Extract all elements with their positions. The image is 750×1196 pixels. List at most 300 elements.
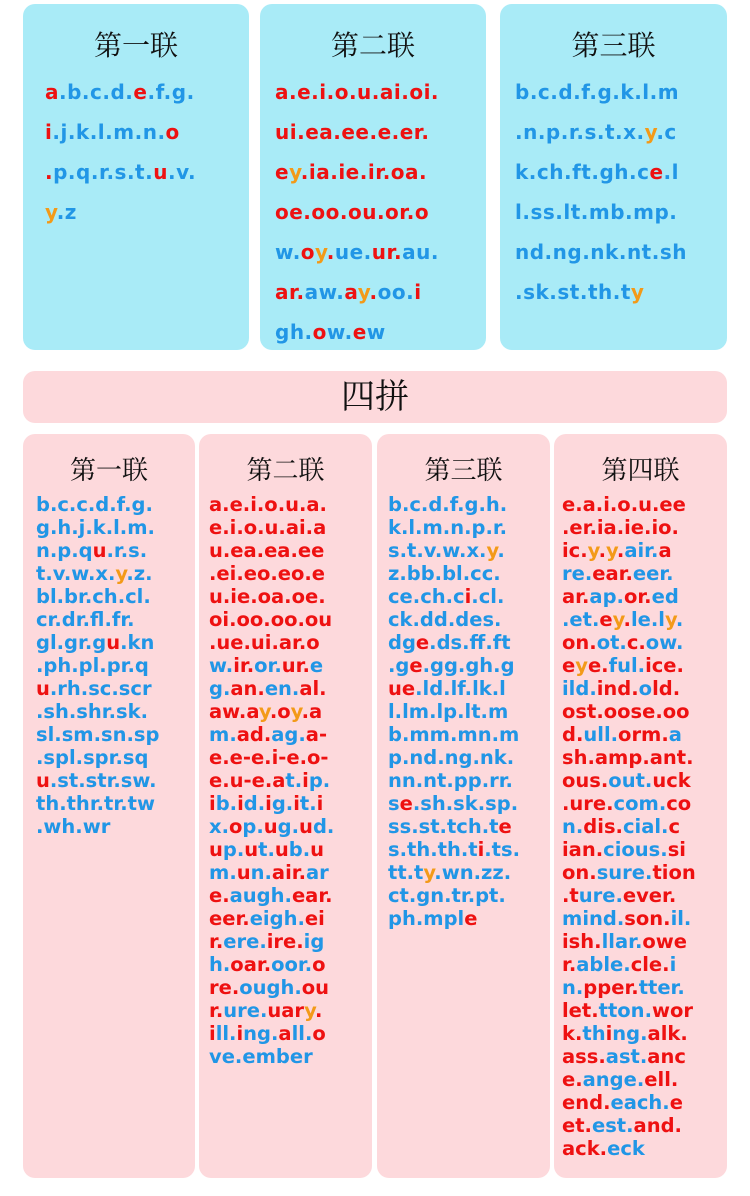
- phonics-segment: e: [409, 654, 423, 677]
- phonics-segment: ough.: [239, 976, 302, 999]
- phonics-segment: u: [244, 838, 259, 861]
- phonics-segment: e: [275, 160, 290, 184]
- phonics-segment: .j.k.l.m.n.: [52, 120, 166, 144]
- phonics-line: [36, 608, 195, 631]
- phonics-segment: b.mm.mn.m: [388, 723, 520, 746]
- phonics-segment: .ld.lf.lk.l: [415, 677, 506, 700]
- phonics-line: [36, 700, 195, 723]
- phonics-line: [209, 953, 372, 976]
- phonics-line: [209, 608, 372, 631]
- phonics-line: [209, 907, 372, 930]
- phonics-segment: au.: [402, 240, 439, 264]
- phonics-line: [562, 792, 727, 815]
- phonics-segment: mind.: [562, 907, 625, 930]
- phonics-line: [515, 152, 727, 192]
- phonics-line: [515, 72, 727, 112]
- panel-title: 第二联: [246, 456, 325, 486]
- phonics-segment: ire.: [266, 930, 304, 953]
- phonics-segment: z.bb.bl.cc.: [388, 562, 501, 585]
- phonics-segment: c.: [626, 631, 646, 654]
- phonics-segment: b.c.c.d.f.g.: [36, 493, 153, 516]
- phonics-segment: b.: [215, 792, 238, 815]
- phonics-segment: ast.: [605, 1045, 648, 1068]
- phonics-line: [562, 1091, 727, 1114]
- phonics-segment: e: [309, 654, 324, 677]
- phonics-segment: e.a.i.o.u.ee: [562, 493, 686, 516]
- phonics-segment: .r.s.: [106, 539, 148, 562]
- phonics-segment: a: [668, 723, 682, 746]
- phonics-segment: .: [675, 608, 684, 631]
- phonics-segment: y: [115, 562, 127, 585]
- phonics-segment: n.p.q: [36, 539, 93, 562]
- phonics-line: [209, 999, 372, 1022]
- phonics-segment: .st.str.sw.: [49, 769, 157, 792]
- phonics-segment: e.: [587, 654, 609, 677]
- phonics-segment: u: [299, 815, 313, 838]
- phonics-lines: [377, 493, 550, 930]
- phonics-segment: .o: [269, 700, 291, 723]
- phonics-segment: i: [605, 1022, 613, 1045]
- phonics-segment: u.ea.ea.ee: [209, 539, 325, 562]
- phonics-segment: le.l: [630, 608, 665, 631]
- phonics-line: [562, 884, 727, 907]
- phonics-segment: ir.: [233, 654, 255, 677]
- phonics-segment: .l: [663, 160, 679, 184]
- phonics-segment: tton.: [598, 999, 652, 1022]
- phonics-segment: ful.: [608, 654, 646, 677]
- phonics-line: [36, 815, 195, 838]
- phonics-segment: .f.g.: [147, 80, 195, 104]
- phonics-segment: eer.: [209, 907, 250, 930]
- phonics-line: [36, 585, 195, 608]
- phonics-segment: i: [477, 838, 485, 861]
- phonics-segment: re.: [562, 562, 593, 585]
- phonics-line: [388, 700, 550, 723]
- phonics-line: [36, 792, 195, 815]
- phonics-line: [562, 1137, 727, 1160]
- phonics-segment: e.e-e.i-e.o-: [209, 746, 329, 769]
- phonics-segment: p.q.r.s.t.: [53, 160, 154, 184]
- phonics-line: [562, 700, 727, 723]
- phonics-segment: alk.: [647, 1022, 688, 1045]
- phonics-segment: a: [278, 1022, 292, 1045]
- phonics-segment: .ue.ui.ar.o: [209, 631, 320, 654]
- phonics-segment: .b.c.d.: [59, 80, 134, 104]
- phonics-line: [562, 516, 727, 539]
- phonics-segment: y: [606, 539, 617, 562]
- phonics-segment: o: [300, 240, 316, 264]
- phonics-line: [562, 723, 727, 746]
- phonics-line: [388, 539, 550, 562]
- phonics-segment: .: [326, 240, 335, 264]
- phonics-segment: u.ie.oa.oe.: [209, 585, 326, 608]
- phonics-line: [515, 272, 727, 312]
- phonics-segment: o: [229, 815, 243, 838]
- phonics-segment: s: [388, 792, 400, 815]
- phonics-line: [562, 1045, 727, 1068]
- phonics-segment: y: [587, 539, 599, 562]
- phonics-segment: y: [357, 280, 370, 304]
- phonics-segment: ve.ember: [209, 1045, 313, 1068]
- phonics-segment: .spl.spr.sq: [36, 746, 149, 769]
- phonics-segment: e: [464, 907, 478, 930]
- four-part-banner: 四拼: [23, 371, 727, 423]
- phonics-line: [275, 272, 486, 312]
- phonics-segment: ag.: [271, 723, 306, 746]
- phonics-segment: orm.: [618, 723, 669, 746]
- phonics-segment: ell.: [644, 1068, 679, 1091]
- phonics-segment: t.v.w.x.: [36, 562, 116, 585]
- phonics-segment: ld.: [652, 677, 681, 700]
- phonics-segment: cial.: [622, 815, 669, 838]
- phonics-segment: i: [414, 280, 422, 304]
- phonics-segment: tion: [652, 861, 696, 884]
- phonics-line: [562, 999, 727, 1022]
- phonics-line: [36, 631, 195, 654]
- phonics-segment: y: [664, 608, 676, 631]
- phonics-line: [36, 493, 195, 516]
- phonics-segment: gl.gr.g: [36, 631, 107, 654]
- phonics-lines: [500, 72, 727, 312]
- phonics-line: [562, 1068, 727, 1091]
- phonics-line: [562, 930, 727, 953]
- phonics-segment: b.c.d.f.g.k.l.m: [515, 80, 680, 104]
- phonics-segment: u: [274, 838, 289, 861]
- phonics-line: [209, 792, 372, 815]
- phonics-segment: g.: [209, 677, 231, 700]
- phonics-line: [388, 861, 550, 884]
- phonics-segment: a-: [305, 723, 328, 746]
- phonics-segment: com.: [613, 792, 667, 815]
- phonics-segment: air.: [271, 861, 307, 884]
- phonics-segment: ind.: [596, 677, 639, 700]
- phonics-segment: ll.: [215, 1022, 237, 1045]
- phonics-segment: o: [312, 953, 326, 976]
- phonics-segment: p.: [308, 769, 331, 792]
- phonics-segment: ild.: [562, 677, 597, 700]
- phonics-segment: .: [623, 608, 631, 631]
- phonics-segment: son.: [624, 907, 671, 930]
- phonics-segment: .sk.st.th.t: [515, 280, 631, 304]
- phonics-segment: g.: [271, 792, 294, 815]
- phonics-segment: h.: [209, 953, 231, 976]
- phonics-line: [36, 769, 195, 792]
- phonics-line: [388, 746, 550, 769]
- phonics-segment: .: [497, 539, 505, 562]
- panel-title: 第三联: [571, 29, 656, 62]
- phonics-line: [562, 953, 727, 976]
- phonics-segment: s.th.th.t: [388, 838, 478, 861]
- phonics-segment: eer.: [632, 562, 674, 585]
- phonics-line: [388, 631, 550, 654]
- phonics-segment: d.: [243, 792, 266, 815]
- phonics-line: [515, 112, 727, 152]
- phonics-segment: y: [289, 160, 301, 184]
- phonics-segment: .: [369, 280, 378, 304]
- phonics-segment: ck.dd.des.: [388, 608, 502, 631]
- phonics-segment: sl.sm.sn.sp: [36, 723, 160, 746]
- phonics-line: [209, 631, 372, 654]
- phonics-segment: and.: [633, 1114, 682, 1137]
- phonics-line: [275, 152, 486, 192]
- phonics-segment: y: [575, 654, 588, 677]
- phonics-segment: .et.: [562, 608, 600, 631]
- phonics-line: [275, 192, 486, 232]
- phonics-segment: augh.: [229, 884, 292, 907]
- phonics-segment: e: [669, 1091, 683, 1114]
- phonics-segment: .: [45, 160, 54, 184]
- phonics-segment: ue: [388, 677, 416, 700]
- phonics-segment: b.c.d.f.g.h.: [388, 493, 508, 516]
- phonics-segment: ap.: [589, 585, 624, 608]
- phonics-segment: air.: [624, 539, 659, 562]
- phonics-line: [36, 562, 195, 585]
- phonics-lines: [260, 72, 486, 352]
- phonics-line: [209, 562, 372, 585]
- phonics-segment: ish.: [562, 930, 602, 953]
- phonics-segment: re.: [209, 976, 240, 999]
- phonics-line: [388, 884, 550, 907]
- phonics-segment: a.e.i.o.u.ai.oi.: [275, 80, 440, 104]
- phonics-segment: e: [352, 320, 367, 344]
- phonics-line: [36, 723, 195, 746]
- phonics-segment: ever.: [622, 884, 677, 907]
- phonics-line: [388, 907, 550, 930]
- phonics-segment: e: [498, 815, 512, 838]
- phonics-segment: oar.: [230, 953, 272, 976]
- phonics-line: [36, 654, 195, 677]
- phonics-segment: .z.: [126, 562, 153, 585]
- phonics-segment: i: [237, 792, 244, 815]
- phonics-segment: a: [658, 539, 672, 562]
- phonics-segment: k.ch.ft.gh.c: [515, 160, 650, 184]
- phonics-segment: ost.oose.oo: [562, 700, 690, 723]
- phonics-line: [209, 769, 372, 792]
- phonics-segment: ow.: [645, 631, 684, 654]
- phonics-segment: u: [263, 815, 278, 838]
- phonics-segment: aw.: [304, 280, 345, 304]
- phonics-segment: e.i.o.u.ai.a: [209, 516, 327, 539]
- phonics-segment: eck: [607, 1137, 645, 1160]
- phonics-line: [388, 516, 550, 539]
- phonics-segment: on.: [562, 861, 597, 884]
- phonics-segment: b.: [288, 838, 311, 861]
- phonics-segment: ct.gn.tr.pt.: [388, 884, 506, 907]
- phonics-segment: or.: [254, 654, 282, 677]
- phonics-line: [562, 677, 727, 700]
- phonics-line: [562, 838, 727, 861]
- phonics-segment: ng.: [612, 1022, 648, 1045]
- phonics-segment: w: [366, 320, 386, 344]
- phonics-line: [209, 930, 372, 953]
- phonics-segment: ed: [651, 585, 679, 608]
- phonics-segment: .t: [562, 884, 579, 907]
- phonics-segment: able.: [576, 953, 631, 976]
- phonics-line: [209, 1045, 372, 1068]
- phonics-segment: e.: [209, 884, 230, 907]
- phonics-line: [388, 493, 550, 516]
- phonics-line: [209, 654, 372, 677]
- phonics-line: [209, 493, 372, 516]
- phonics-line: [388, 769, 550, 792]
- phonics-segment: g.h.j.k.l.m.: [36, 516, 155, 539]
- phonics-segment: si: [667, 838, 686, 861]
- phonics-segment: e: [133, 80, 148, 104]
- phonics-line: [562, 631, 727, 654]
- phonics-segment: e: [562, 654, 576, 677]
- phonics-segment: ot.: [596, 631, 627, 654]
- panel-title: 第二联: [330, 29, 415, 62]
- panel-title: 第四联: [601, 456, 680, 486]
- phonics-segment: pper.: [583, 976, 639, 999]
- phonics-segment: u: [209, 838, 223, 861]
- phonics-segment: i: [45, 120, 53, 144]
- phonics-segment: uck: [652, 769, 691, 792]
- phonics-segment: .g: [388, 654, 410, 677]
- phonics-segment: ss.st.tch.t: [388, 815, 499, 838]
- phonics-line: [562, 608, 727, 631]
- phonics-line: [36, 516, 195, 539]
- phonics-segment: x.: [209, 815, 229, 838]
- phonics-segment: dis.: [583, 815, 623, 838]
- phonics-segment: u: [310, 838, 325, 861]
- phonics-segment: o: [638, 677, 653, 700]
- phonics-segment: u: [236, 861, 251, 884]
- phonics-segment: t.: [258, 838, 275, 861]
- phonics-segment: ar.: [562, 585, 590, 608]
- phonics-segment: y: [290, 700, 302, 723]
- phonics-line: [388, 562, 550, 585]
- phonics-segment: ure.: [223, 999, 268, 1022]
- phonics-segment: ear.: [592, 562, 633, 585]
- phonics-segment: sh.amp.ant.: [562, 746, 694, 769]
- phonics-segment: est.: [591, 1114, 634, 1137]
- phonics-segment: ice.: [645, 654, 684, 677]
- phonics-line: [388, 792, 550, 815]
- phonics-line: [275, 72, 486, 112]
- phonics-line: [209, 815, 372, 838]
- phonics-segment: g.: [277, 815, 300, 838]
- phonics-segment: ad.: [236, 723, 272, 746]
- phonics-segment: .ds.ff.ft: [429, 631, 511, 654]
- bottom-panel-2: [199, 434, 372, 1178]
- phonics-line: [562, 907, 727, 930]
- phonics-line: [562, 585, 727, 608]
- phonics-segment: ure.: [578, 884, 623, 907]
- phonics-segment: .cl.: [471, 585, 505, 608]
- bottom-panel-4: [554, 434, 727, 1178]
- phonics-segment: o: [312, 320, 327, 344]
- phonics-segment: l.ss.lt.mb.mp.: [515, 200, 678, 224]
- phonics-line: [388, 608, 550, 631]
- phonics-segment: ian.: [562, 838, 604, 861]
- phonics-line: [562, 539, 727, 562]
- phonics-segment: on.: [562, 631, 597, 654]
- phonics-line: [275, 232, 486, 272]
- phonics-line: [388, 838, 550, 861]
- phonics-segment: i: [293, 792, 300, 815]
- phonics-segment: y: [304, 999, 315, 1022]
- phonics-segment: oe.oo.ou.or.o: [275, 200, 430, 224]
- phonics-line: [562, 1114, 727, 1137]
- phonics-segment: eigh.: [249, 907, 305, 930]
- phonics-segment: .sh.shr.sk.: [36, 700, 149, 723]
- phonics-segment: y: [630, 280, 645, 304]
- phonics-segment: e: [599, 608, 613, 631]
- phonics-line: [45, 112, 249, 152]
- phonics-segment: r.: [209, 999, 224, 1022]
- phonics-line: [275, 112, 486, 152]
- phonics-line: [209, 1022, 372, 1045]
- phonics-segment: n.: [250, 861, 272, 884]
- phonics-segment: owe: [642, 930, 688, 953]
- phonics-segment: .z: [56, 200, 77, 224]
- phonics-segment: d.: [312, 815, 335, 838]
- phonics-segment: .sh.sk.sp.: [412, 792, 519, 815]
- phonics-line: [562, 815, 727, 838]
- phonics-segment: out.: [608, 769, 653, 792]
- phonics-line: [209, 746, 372, 769]
- phonics-line: [36, 677, 195, 700]
- phonics-segment: u: [36, 677, 50, 700]
- phonics-line: [562, 562, 727, 585]
- phonics-segment: p.nd.ng.nk.: [388, 746, 515, 769]
- phonics-line: [388, 677, 550, 700]
- phonics-segment: .kn: [120, 631, 155, 654]
- phonics-line: [275, 312, 486, 352]
- phonics-line: [209, 884, 372, 907]
- phonics-segment: al.: [299, 677, 327, 700]
- phonics-segment: .er.ia.ie.io.: [562, 516, 679, 539]
- phonics-segment: ange.: [582, 1068, 645, 1091]
- phonics-segment: .ure.: [562, 792, 614, 815]
- bottom-panel-1: [23, 434, 195, 1178]
- phonics-segment: e: [649, 160, 664, 184]
- phonics-segment: oor.: [271, 953, 313, 976]
- phonics-segment: or.: [623, 585, 652, 608]
- phonics-segment: aw.a: [209, 700, 259, 723]
- phonics-line: [45, 72, 249, 112]
- phonics-segment: o: [165, 120, 180, 144]
- phonics-line: [209, 723, 372, 746]
- phonics-segment: .rh.sc.scr: [49, 677, 152, 700]
- phonics-segment: th: [582, 1022, 606, 1045]
- phonics-segment: t.: [299, 792, 317, 815]
- phonics-segment: w.: [326, 320, 353, 344]
- phonics-segment: r.: [209, 930, 224, 953]
- phonics-segment: il.: [670, 907, 692, 930]
- phonics-segment: .: [314, 999, 323, 1022]
- phonics-segment: ull.: [583, 723, 619, 746]
- phonics-segment: n.: [562, 976, 584, 999]
- phonics-line: [562, 1022, 727, 1045]
- phonics-segment: ce.ch.c: [388, 585, 465, 608]
- phonics-segment: i: [669, 953, 677, 976]
- phonics-segment: ui.ea.ee.e.er.: [275, 120, 430, 144]
- phonics-segment: llar.: [601, 930, 643, 953]
- phonics-segment: ass.: [562, 1045, 606, 1068]
- phonics-segment: u: [153, 160, 168, 184]
- phonics-lines: [554, 493, 727, 1160]
- phonics-segment: et.: [562, 1114, 592, 1137]
- panel-title: 第三联: [424, 456, 503, 486]
- phonics-segment: sure.: [596, 861, 653, 884]
- phonics-segment: y: [644, 120, 657, 144]
- phonics-segment: i: [464, 585, 472, 608]
- phonics-segment: e: [415, 631, 430, 654]
- phonics-segment: k.: [562, 1022, 583, 1045]
- phonics-segment: .: [598, 539, 606, 562]
